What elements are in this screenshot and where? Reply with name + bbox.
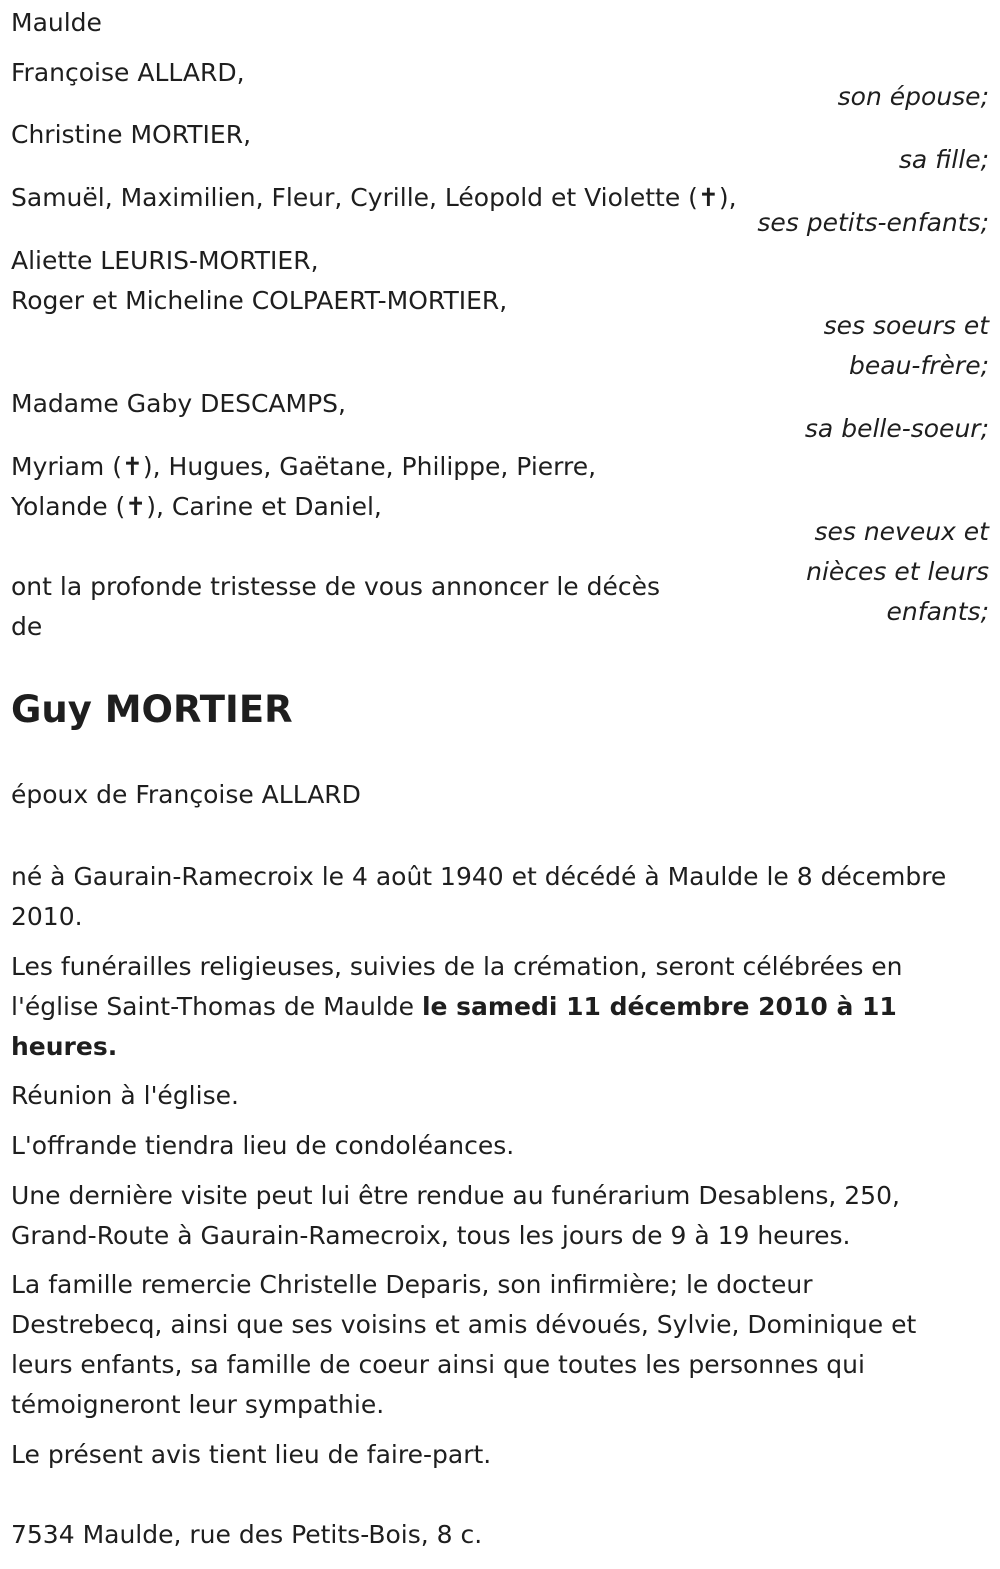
- sister-1: Aliette LEURIS-MORTIER,: [11, 246, 319, 275]
- sister-in-law-name: Madame Gaby DESCAMPS,: [11, 389, 346, 418]
- grandchildren-names: Samuël, Maximilien, Fleur, Cyrille, Léopold et Violette (✝),: [11, 183, 737, 212]
- deceased-name: Guy MORTIER: [11, 688, 293, 731]
- nephews-role-line3: enfants;: [886, 597, 989, 626]
- meeting: Réunion à l'église.: [11, 1081, 239, 1110]
- offering: L'offrande tiendra lieu de condoléances.: [11, 1131, 515, 1160]
- sister-2: Roger et Micheline COLPAERT-MORTIER,: [11, 286, 508, 315]
- wife-role: son épouse;: [837, 82, 989, 111]
- announcement-line2: de: [11, 612, 43, 641]
- funeral-paragraph: [11, 947, 971, 1067]
- place-heading: Maulde: [11, 8, 102, 37]
- sisters-role-line2: beau-frère;: [849, 351, 989, 380]
- sister-in-law-role: sa belle-soeur;: [804, 414, 989, 443]
- daughter-role: sa fille;: [898, 145, 989, 174]
- grandchildren-role: ses petits-enfants;: [757, 208, 989, 237]
- birth-death: né à Gaurain-Ramecroix le 4 août 1940 et décédé à Maulde le 8 décembre 2010.: [11, 862, 947, 931]
- daughter-name: Christine MORTIER,: [11, 120, 252, 149]
- visit: Une dernière visite peut lui être rendue au funérarium Desablens, 250, Grand-Route à Gaurain-Ramecroix, tous les jours de 9 à 19 heures.: [11, 1181, 900, 1250]
- thanks: La famille remercie Christelle Deparis, son infirmière; le docteur Destrebecq, ainsi que ses voisins et amis dévoués, Sylvie, Dominique et leurs enfants, sa famille de coeur ainsi que toutes les personnes qui témoigneront leur sympathie.: [11, 1270, 917, 1419]
- nephews-line1: Myriam (✝), Hugues, Gaëtane, Philippe, Pierre,: [11, 452, 597, 481]
- spouse-of: époux de Françoise ALLARD: [11, 780, 361, 809]
- sisters-role-line1: ses soeurs et: [823, 311, 989, 340]
- funeral-date: le samedi 11 décembre 2010 à 11 heures.: [11, 992, 897, 1061]
- notice: Le présent avis tient lieu de faire-part.: [11, 1440, 492, 1469]
- nephews-role-line2: nièces et leurs: [806, 557, 989, 586]
- address: 7534 Maulde, rue des Petits-Bois, 8 c.: [11, 1520, 483, 1549]
- wife-name: Françoise ALLARD,: [11, 58, 245, 87]
- nephews-role-line1: ses neveux et: [814, 517, 989, 546]
- funeral-text: Les funérailles religieuses, suivies de la crémation, seront célébrées en l'église Saint-Thomas de Maulde: [11, 952, 903, 1021]
- announcement-line1: ont la profonde tristesse de vous annoncer le décès: [11, 572, 661, 601]
- nephews-line2: Yolande (✝), Carine et Daniel,: [11, 492, 382, 521]
